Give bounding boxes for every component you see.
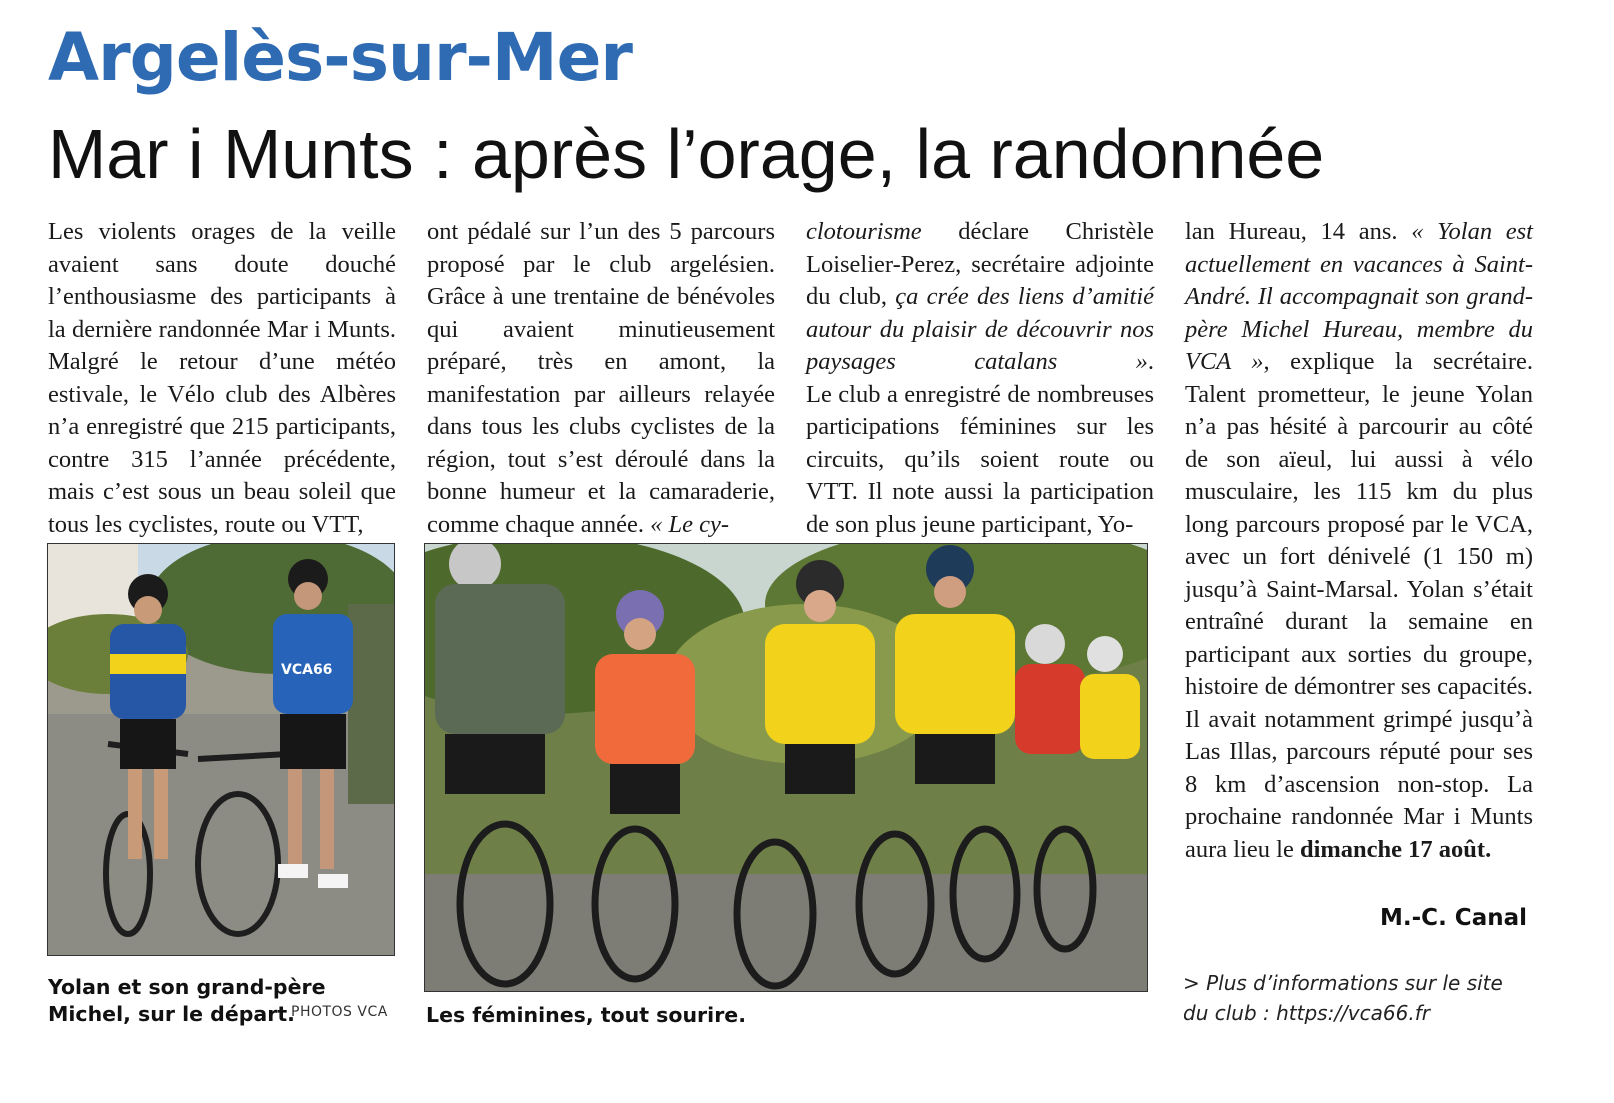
column-1-paragraph: Les violents orages de la veille avaient sans doute douché l’enthousiasme des participants à la dernière randonnée Mar i Munts. Malgré le retour d’une météo estivale, le Vélo club des Albères n’a enregistré que 215 participants, contre 315 l’année précédente, mais c’est sous un beau soleil que tous les cyclistes, route ou VTT, <box>48 218 396 538</box>
jersey-label: VCA66 <box>281 662 333 678</box>
photo-yolan-michel <box>47 543 395 956</box>
quote-catalans: ça crée des liens d’amitié autour du plaisir de découvrir nos paysages catalans » <box>806 283 1154 375</box>
column-4-text-1: lan Hureau, 14 ans. <box>1185 218 1412 245</box>
column-2-paragraph <box>427 216 775 541</box>
section-kicker: Argelès-sur-Mer <box>48 19 632 96</box>
column-4-text-2: , explique la secrétaire. <box>1263 348 1533 375</box>
caption-photo-left: Yolan et son grand-père Michel, sur le départ. <box>48 975 326 1026</box>
article-column-3 <box>806 216 1154 541</box>
quote-yolan: « Yolan est actuellement en vacances à Saint-André. Il accompagnait son grand-père Michel Hureau, membre du VCA » <box>1185 218 1533 375</box>
photo-feminines-illustration <box>425 544 1147 991</box>
article-column-2 <box>427 216 775 541</box>
quote-end: clotourisme <box>806 218 922 245</box>
column-3-text-1: déclare Christèle Loiselier-Perez, secrétaire adjointe du club, <box>806 218 1154 310</box>
photo-yolan-michel-illustration <box>48 544 394 955</box>
caption-photo-right: Les féminines, tout sourire. <box>426 1003 746 1027</box>
article-headline: Mar i Munts : après l’orage, la randonnée <box>48 115 1325 193</box>
column-3-paragraph-1 <box>806 216 1154 379</box>
more-info-note <box>1183 968 1523 1028</box>
column-2-text: ont pédalé sur l’un des 5 parcours proposé par le club argelésien. Grâce à une trentaine de bénévoles qui avaient minutieusement préparé, très en amont, la manifestation par ailleurs relayée dans tous les clubs cyclistes de la région, tout s’est déroulé dans la bonne humeur et la camaraderie, comme chaque année. <box>427 218 775 538</box>
column-4-text-3: Talent prometteur, le jeune Yolan n’a pas hésité à parcourir au côté de son aïeul, lui aussi à vélo musculaire, les 115 km du plus long parcours proposé par le VCA, avec un fort dénivelé (1 150 m) jusqu’à Saint-Marsal. Yolan s’était entraîné durant la semaine en participant aux sorties du groupe, histoire de démontrer ses capacités. Il avait notamment grimpé jusqu’à Las Illas, parcours réputé pour ses 8 km d’ascension non-stop. La prochaine randonnée Mar i Munts aura lieu le <box>1185 380 1533 863</box>
column-3-paragraph-2: Le club a enregistré de nombreuses participations féminines sur les circuits, qu’ils soient route ou VTT. Il note aussi la participation de son plus jeune participant, Yo- <box>806 380 1154 538</box>
club-website-link[interactable]: https://vca66.fr <box>1276 1001 1430 1025</box>
more-info-prefix: > Plus d’informations sur le site du club : <box>1183 971 1503 1025</box>
photo-feminines <box>424 543 1148 992</box>
column-3-text-2: . <box>1147 348 1154 375</box>
article-column-4 <box>1185 216 1533 866</box>
column-4-paragraph-1 <box>1185 216 1533 379</box>
author-byline: M.-C. Canal <box>1380 905 1527 931</box>
event-date: dimanche 17 août. <box>1299 835 1492 863</box>
column-4-paragraph-2 <box>1185 379 1533 867</box>
article-column-1 <box>48 216 396 541</box>
photo-credit: PHOTOS VCA <box>291 1004 388 1020</box>
quote-start: « Le cy- <box>650 510 730 538</box>
